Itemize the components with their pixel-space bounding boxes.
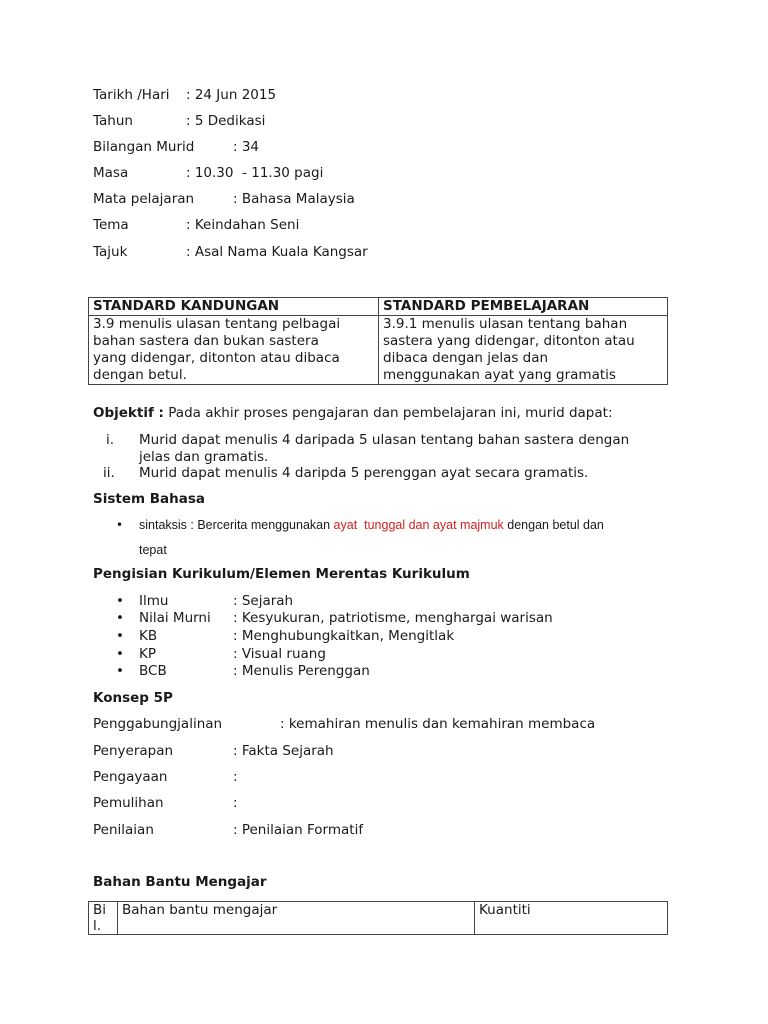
pengisian-label: BCB [139, 663, 167, 679]
tema-value: : Keindahan Seni [186, 217, 300, 233]
tarikh-value: : 24 Jun 2015 [186, 87, 277, 103]
pengisian-value: : Visual ruang [233, 646, 326, 662]
objektif-item: Murid dapat menulis 4 daripda 5 perenggan ayat secara gramatis. [139, 465, 589, 481]
pembelajaran-line: dibaca dengan jelas dan [383, 350, 549, 366]
objektif-line [93, 405, 613, 421]
bahan-table [88, 901, 668, 935]
pembelajaran-line: menggunakan ayat yang gramatis [383, 367, 616, 383]
kandungan-line: yang didengar, ditonton atau dibaca [93, 350, 340, 366]
pembelajaran-line: sastera yang didengar, ditonton atau [383, 333, 635, 349]
konsep-value: : Fakta Sejarah [233, 743, 334, 759]
bullet [116, 628, 124, 644]
pembelajaran-line: 3.9.1 menulis ulasan tentang bahan [383, 316, 628, 332]
bilangan-value: : 34 [233, 139, 260, 155]
sistem-bahasa-line [139, 518, 604, 532]
kandungan-line: dengan betul. [93, 367, 187, 383]
sintaksis-suffix: dengan betul dan [503, 518, 604, 532]
tahun-value: : 5 Dedikasi [186, 113, 266, 129]
bahan-header-bil [89, 902, 118, 935]
konsep-value: : kemahiran menulis dan kemahiran membaca [280, 716, 596, 732]
objektif-label: Objektif : [93, 405, 164, 421]
bullet [116, 610, 124, 626]
pengisian-value: : Sejarah [233, 593, 294, 609]
mata-label: Mata pelajaran [93, 191, 195, 207]
bil-line: Bi [93, 902, 107, 918]
sistem-bahasa-title: Sistem Bahasa [93, 491, 206, 507]
konsep-label: Penggabungjalinan [93, 716, 223, 732]
tahun-label: Tahun [93, 113, 133, 129]
bahan-header-kuantiti: Kuantiti [475, 902, 668, 935]
konsep-label: Pemulihan [93, 795, 164, 811]
bullet [116, 518, 123, 532]
bullet [116, 593, 124, 609]
konsep-title: Konsep 5P [93, 690, 173, 706]
bullet [116, 646, 124, 662]
sintaksis-line2: tepat [139, 543, 167, 557]
konsep-value: : [233, 769, 238, 785]
objektif-item: Murid dapat menulis 4 daripada 5 ulasan tentang bahan sastera dengan [139, 432, 630, 448]
kandungan-line: bahan sastera dan bukan sastera [93, 333, 319, 349]
bahan-title: Bahan Bantu Mengajar [93, 874, 267, 890]
tajuk-value: : Asal Nama Kuala Kangsar [186, 244, 368, 260]
cell-standard-kandungan [89, 316, 379, 385]
standard-table [88, 297, 668, 385]
pengisian-label: Nilai Murni [139, 610, 211, 626]
konsep-label: Penyerapan [93, 743, 174, 759]
objektif-num: ii. [103, 465, 115, 481]
pengisian-label: Ilmu [139, 593, 169, 609]
pengisian-value: : Kesyukuran, patriotisme, menghargai warisan [233, 610, 553, 626]
masa-value: : 10.30 - 11.30 pagi [186, 165, 324, 181]
pengisian-label: KB [139, 628, 158, 644]
tarikh-label: Tarikh /Hari [93, 87, 170, 103]
header-standard-kandungan: STANDARD KANDUNGAN [89, 298, 379, 316]
pengisian-title: Pengisian Kurikulum/Elemen Merentas Kurikulum [93, 566, 470, 582]
objektif-item: jelas dan gramatis. [139, 449, 269, 465]
bullet [116, 663, 124, 679]
mata-value: : Bahasa Malaysia [233, 191, 355, 207]
pengisian-value: : Menulis Perenggan [233, 663, 370, 679]
bilangan-label: Bilangan Murid [93, 139, 195, 155]
tema-label: Tema [93, 217, 129, 233]
masa-label: Masa [93, 165, 129, 181]
konsep-label: Penilaian [93, 822, 154, 838]
sintaksis-highlight: ayat tunggal dan ayat majmuk [333, 518, 504, 532]
objektif-num: i. [106, 432, 115, 448]
bil-line: l. [93, 918, 102, 934]
sintaksis-prefix: sintaksis : Bercerita menggunakan [139, 518, 334, 532]
pengisian-value: : Menghubungkaitkan, Mengitlak [233, 628, 455, 644]
tajuk-label: Tajuk [93, 244, 128, 260]
konsep-value: : [233, 795, 238, 811]
kandungan-line: 3.9 menulis ulasan tentang pelbagai [93, 316, 341, 332]
header-standard-pembelajaran: STANDARD PEMBELAJARAN [379, 298, 668, 316]
objektif-text: Pada akhir proses pengajaran dan pembelajaran ini, murid dapat: [163, 405, 613, 421]
konsep-value: : Penilaian Formatif [233, 822, 364, 838]
konsep-label: Pengayaan [93, 769, 168, 785]
pengisian-label: KP [139, 646, 156, 662]
bahan-header-bahan: Bahan bantu mengajar [118, 902, 475, 935]
cell-standard-pembelajaran [379, 316, 668, 385]
